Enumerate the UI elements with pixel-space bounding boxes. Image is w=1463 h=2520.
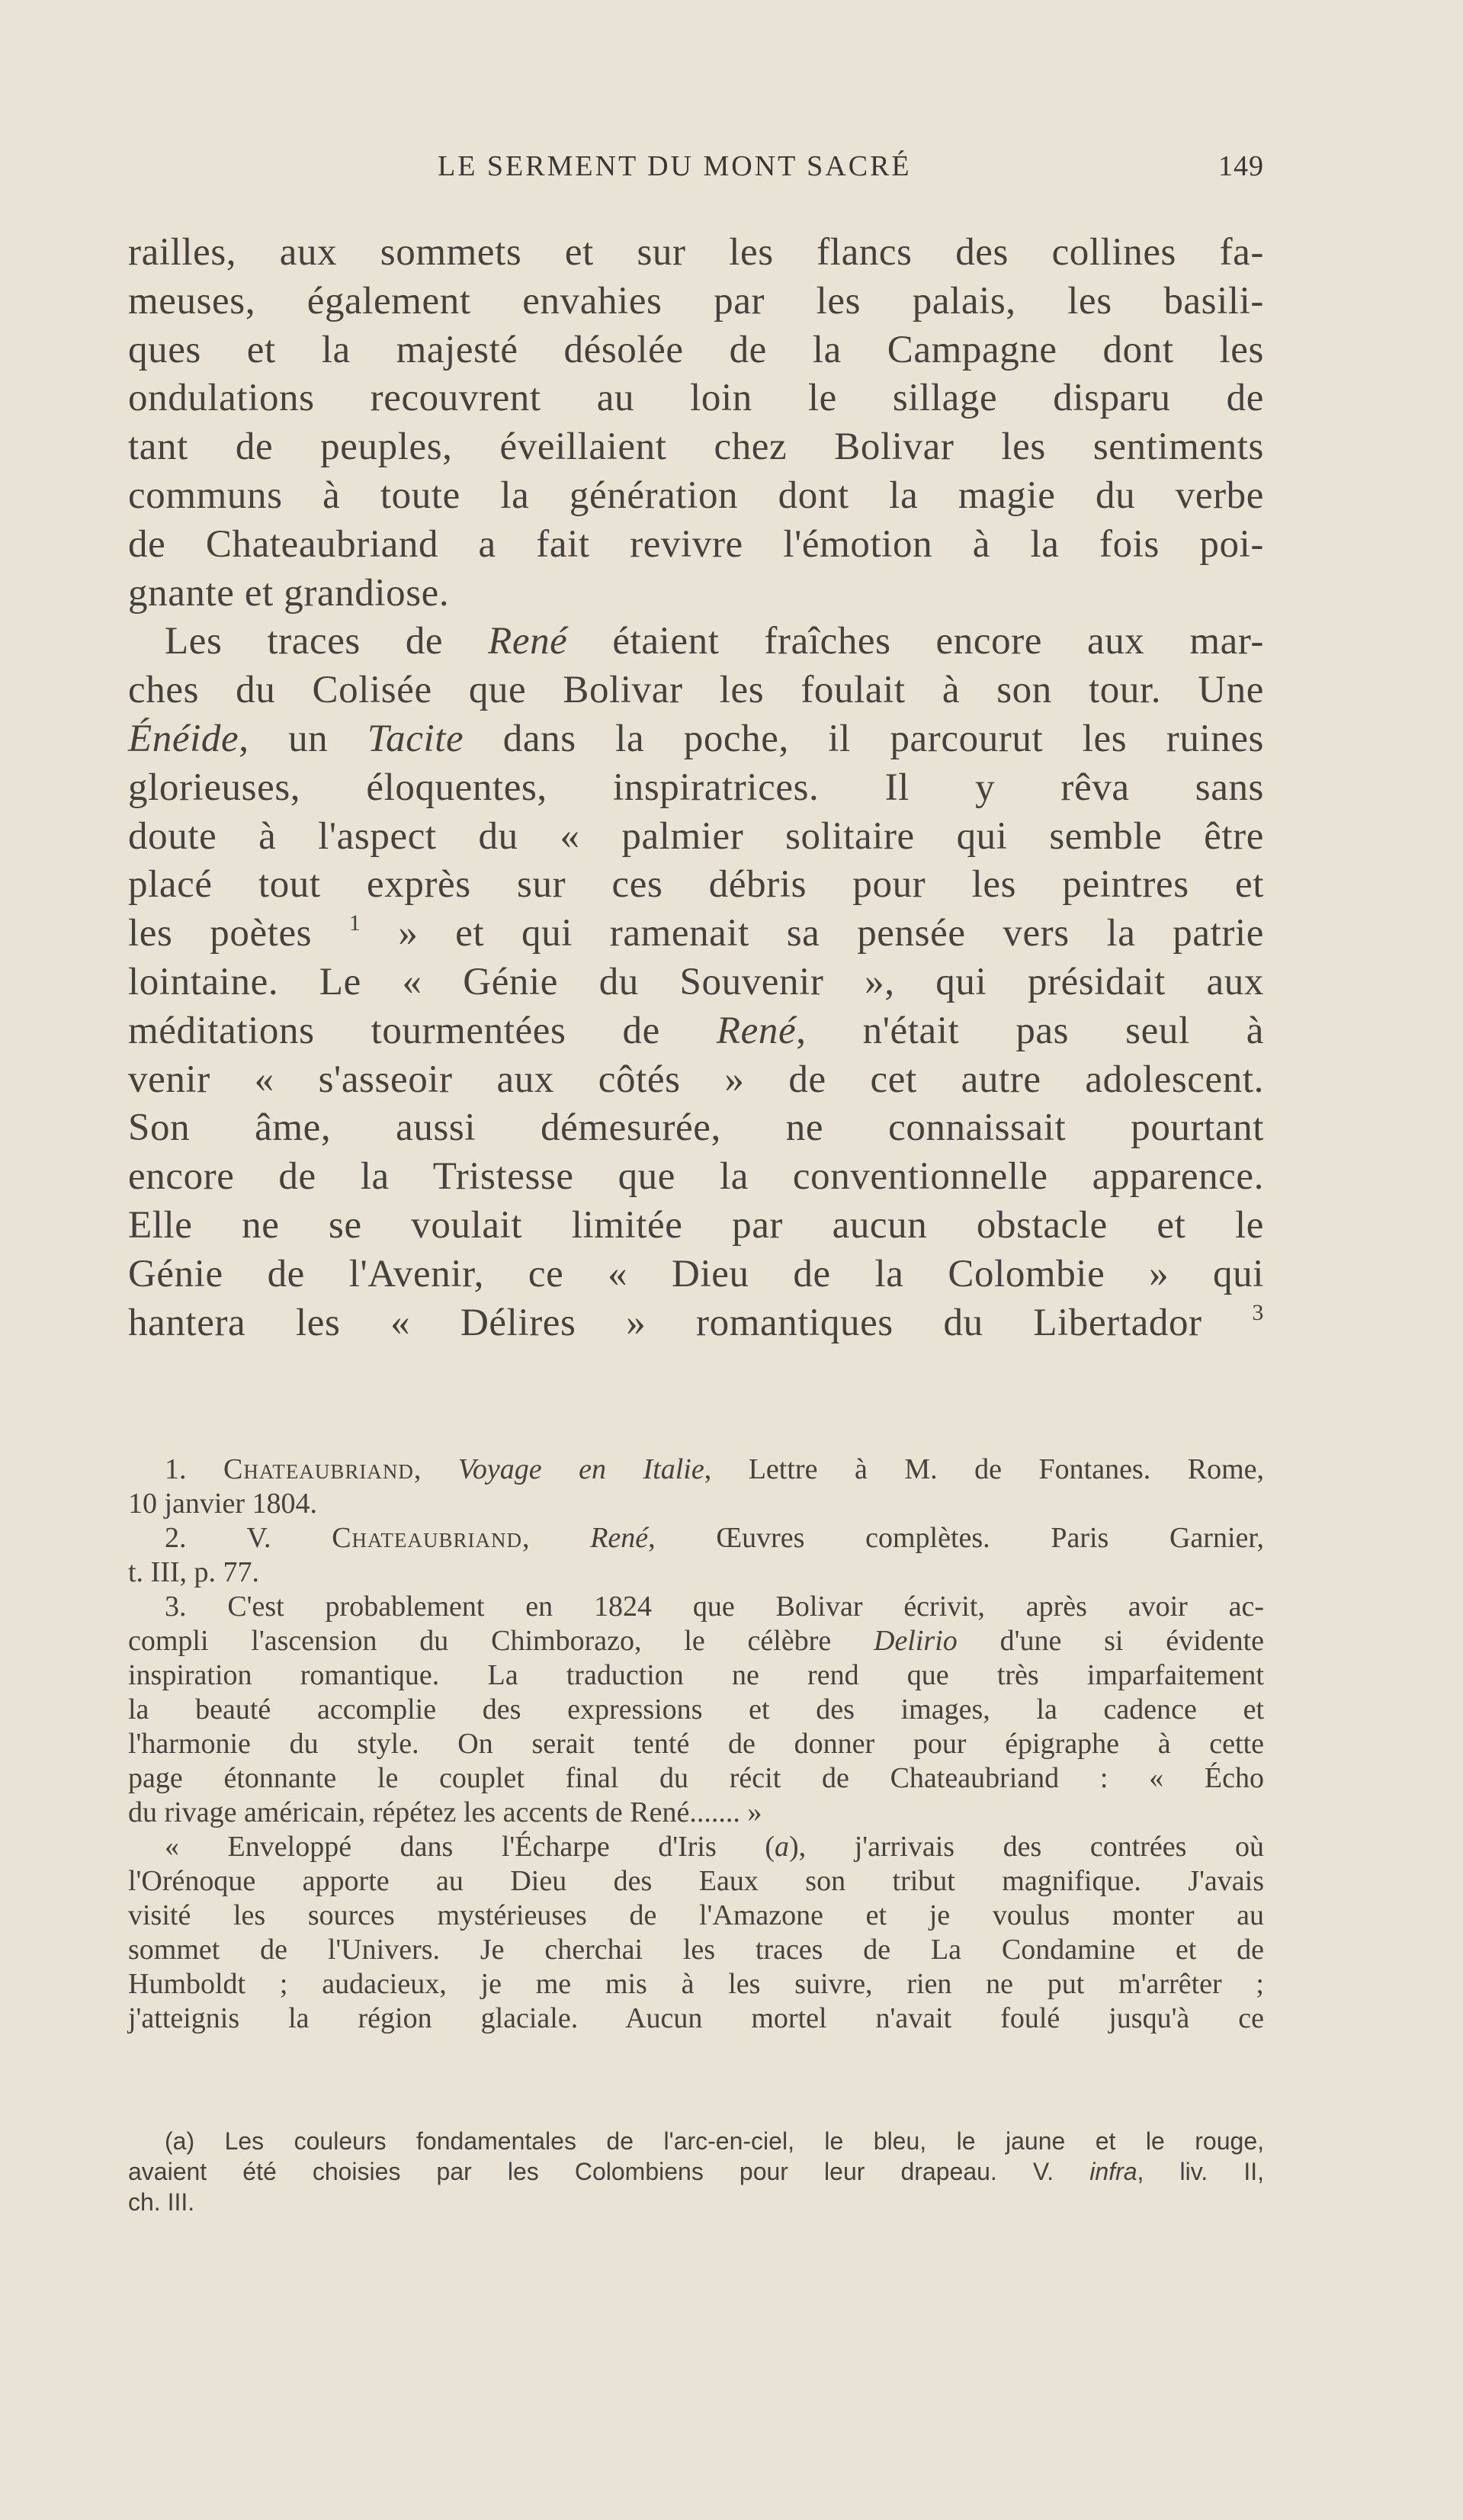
italic-letter: a bbox=[775, 1831, 789, 1863]
footnote-line: j'atteignis la région glaciale. Aucun mortel n'avait foulé jusqu'à ce bbox=[128, 2002, 1264, 2034]
text-line: encore de la Tristesse que la conventionnelle apparence. bbox=[128, 1155, 1264, 1199]
text-line: glorieuses, éloquentes, inspiratrices. Il y rêva sans bbox=[128, 766, 1264, 809]
subnote-line: ch. III. bbox=[128, 2188, 195, 2216]
text-line: ques et la majesté désolée de la Campagne dont les bbox=[128, 328, 1264, 371]
footnote-line: Humboldt ; audacieux, je me mis à les suivre, rien ne put m'arrêter ; bbox=[128, 1968, 1264, 2000]
footnote-line: 3. C'est probablement en 1824 que Bolivar écrivit, après avoir ac- bbox=[165, 1591, 1264, 1623]
text-line: railles, aux sommets et sur les flancs des collines fa- bbox=[128, 231, 1264, 274]
text-line: doute à l'aspect du « palmier solitaire qui semble être bbox=[128, 814, 1264, 858]
footnote-line: visité les sources mystérieuses de l'Amazone et je voulus monter au bbox=[128, 1899, 1264, 1931]
subnote-line bbox=[128, 2156, 1264, 2187]
footnote-number: 2. V. bbox=[165, 1522, 332, 1554]
text-run: étaient fraîches encore aux mar- bbox=[567, 620, 1264, 663]
text-run: , Lettre à M. de Fontanes. Rome, bbox=[704, 1453, 1265, 1485]
main-text bbox=[128, 229, 1264, 1347]
footnotes bbox=[128, 1453, 1264, 2036]
text-line: meuses, également envahies par les palais, les basili- bbox=[128, 279, 1264, 323]
text-run: , un bbox=[239, 717, 367, 760]
footnote-line: 10 janvier 1804. bbox=[128, 1488, 318, 1520]
text-run: « Enveloppé dans l'Écharpe d'Iris ( bbox=[165, 1831, 775, 1863]
italic-title: Delirio bbox=[874, 1625, 958, 1657]
text-line bbox=[128, 1299, 1264, 1348]
author-name: Chateaubriand bbox=[223, 1453, 414, 1485]
footnote-ref: 3 bbox=[1252, 1299, 1264, 1325]
page-number: 149 bbox=[1218, 150, 1264, 182]
text-run: , Œuvres complètes. Paris Garnier, bbox=[648, 1522, 1265, 1554]
author-name: Chateaubriand bbox=[332, 1522, 523, 1554]
text-run: Les traces de bbox=[165, 620, 489, 663]
footnote-line: sommet de l'Univers. Je cherchai les traces de La Condamine et de bbox=[128, 1934, 1264, 1966]
text-line: venir « s'asseoir aux côtés » de cet autre adolescent. bbox=[128, 1058, 1264, 1101]
subnote bbox=[128, 2126, 1264, 2217]
footnote-line bbox=[128, 1624, 1264, 1658]
footnote-line: du rivage américain, répétez les accents de René....... » bbox=[128, 1796, 762, 1828]
italic-title: Énéide bbox=[128, 717, 239, 760]
italic-title: René bbox=[590, 1522, 649, 1554]
text-line: ches du Colisée que Bolivar les foulait à son tour. Une bbox=[128, 669, 1264, 712]
footnote-line bbox=[128, 1830, 1264, 1864]
footnote-line: l'harmonie du style. On serait tenté de donner pour épigraphe à cette bbox=[128, 1728, 1264, 1760]
text-run: d'une si évidente bbox=[957, 1625, 1264, 1657]
text-line: Son âme, aussi démesurée, ne connaissait pourtant bbox=[128, 1106, 1264, 1150]
text-run: ), j'arrivais des contrées où bbox=[789, 1831, 1264, 1863]
text-line: Génie de l'Avenir, ce « Dieu de la Colombie » qui bbox=[128, 1252, 1264, 1295]
text-run: les poètes bbox=[128, 912, 349, 955]
text-run: » et qui ramenait sa pensée vers la patrie bbox=[361, 912, 1264, 955]
text-line: lointaine. Le « Génie du Souvenir », qui présidait aux bbox=[128, 960, 1264, 1003]
footnote-line: page étonnante le couplet final du récit de Chateaubriand : « Écho bbox=[128, 1762, 1264, 1794]
text-line bbox=[128, 910, 1264, 958]
footnote-line bbox=[128, 1453, 1264, 1487]
text-line bbox=[128, 1007, 1264, 1056]
italic-title: Voyage en Italie bbox=[457, 1453, 704, 1485]
italic-word: infra bbox=[1089, 2158, 1137, 2185]
text-run: , bbox=[522, 1522, 591, 1554]
text-run: avaient été choisies par les Colombiens pour leur drapeau. V. bbox=[128, 2158, 1090, 2185]
footnote-line bbox=[128, 1521, 1264, 1555]
running-title: LE SERMENT DU MONT SACRÉ bbox=[438, 150, 912, 182]
italic-title: René bbox=[716, 1009, 797, 1052]
text-run: , liv. II, bbox=[1137, 2158, 1265, 2185]
text-line: Elle ne se voulait limitée par aucun obstacle et le bbox=[128, 1203, 1264, 1247]
footnote-line: inspiration romantique. La traduction ne rend que très imparfaitement bbox=[128, 1659, 1264, 1691]
text-line: de Chateaubriand a fait revivre l'émotion à la fois poi- bbox=[128, 522, 1264, 566]
text-run: , n'était pas seul à bbox=[796, 1009, 1264, 1052]
text-run: méditations tourmentées de bbox=[128, 1009, 717, 1052]
text-line: communs à toute la génération dont la magie du verbe bbox=[128, 474, 1264, 517]
text-line: tant de peuples, éveillaient chez Bolivar les sentiments bbox=[128, 425, 1264, 469]
text-run: dans la poche, il parcourut les ruines bbox=[464, 717, 1265, 760]
footnote-line: l'Orénoque apporte au Dieu des Eaux son tribut magnifique. J'avais bbox=[128, 1865, 1264, 1897]
text-run: , bbox=[413, 1453, 458, 1485]
italic-title: Tacite bbox=[367, 717, 464, 760]
text-line: gnante et grandiose. bbox=[128, 571, 450, 615]
text-run: hantera les « Délires » romantiques du Libertador bbox=[128, 1301, 1253, 1344]
text-line: placé tout exprès sur ces débris pour les peintres et bbox=[128, 863, 1264, 907]
footnote-ref: 1 bbox=[348, 910, 361, 936]
footnote-line: la beauté accomplie des expressions et des images, la cadence et bbox=[128, 1693, 1264, 1725]
text-run: compli l'ascension du Chimborazo, le célèbre bbox=[128, 1625, 874, 1657]
footnote-number: 1. bbox=[165, 1453, 224, 1485]
text-line: ondulations recouvrent au loin le sillage disparu de bbox=[128, 377, 1264, 420]
text-line bbox=[128, 715, 1264, 764]
footnote-line: t. III, p. 77. bbox=[128, 1556, 260, 1588]
subnote-line: (a) Les couleurs fondamentales de l'arc-en-ciel, le bleu, le jaune et le rouge, bbox=[165, 2127, 1264, 2155]
running-header bbox=[128, 149, 1264, 195]
text-line bbox=[128, 618, 1264, 666]
italic-title: René bbox=[488, 620, 568, 663]
